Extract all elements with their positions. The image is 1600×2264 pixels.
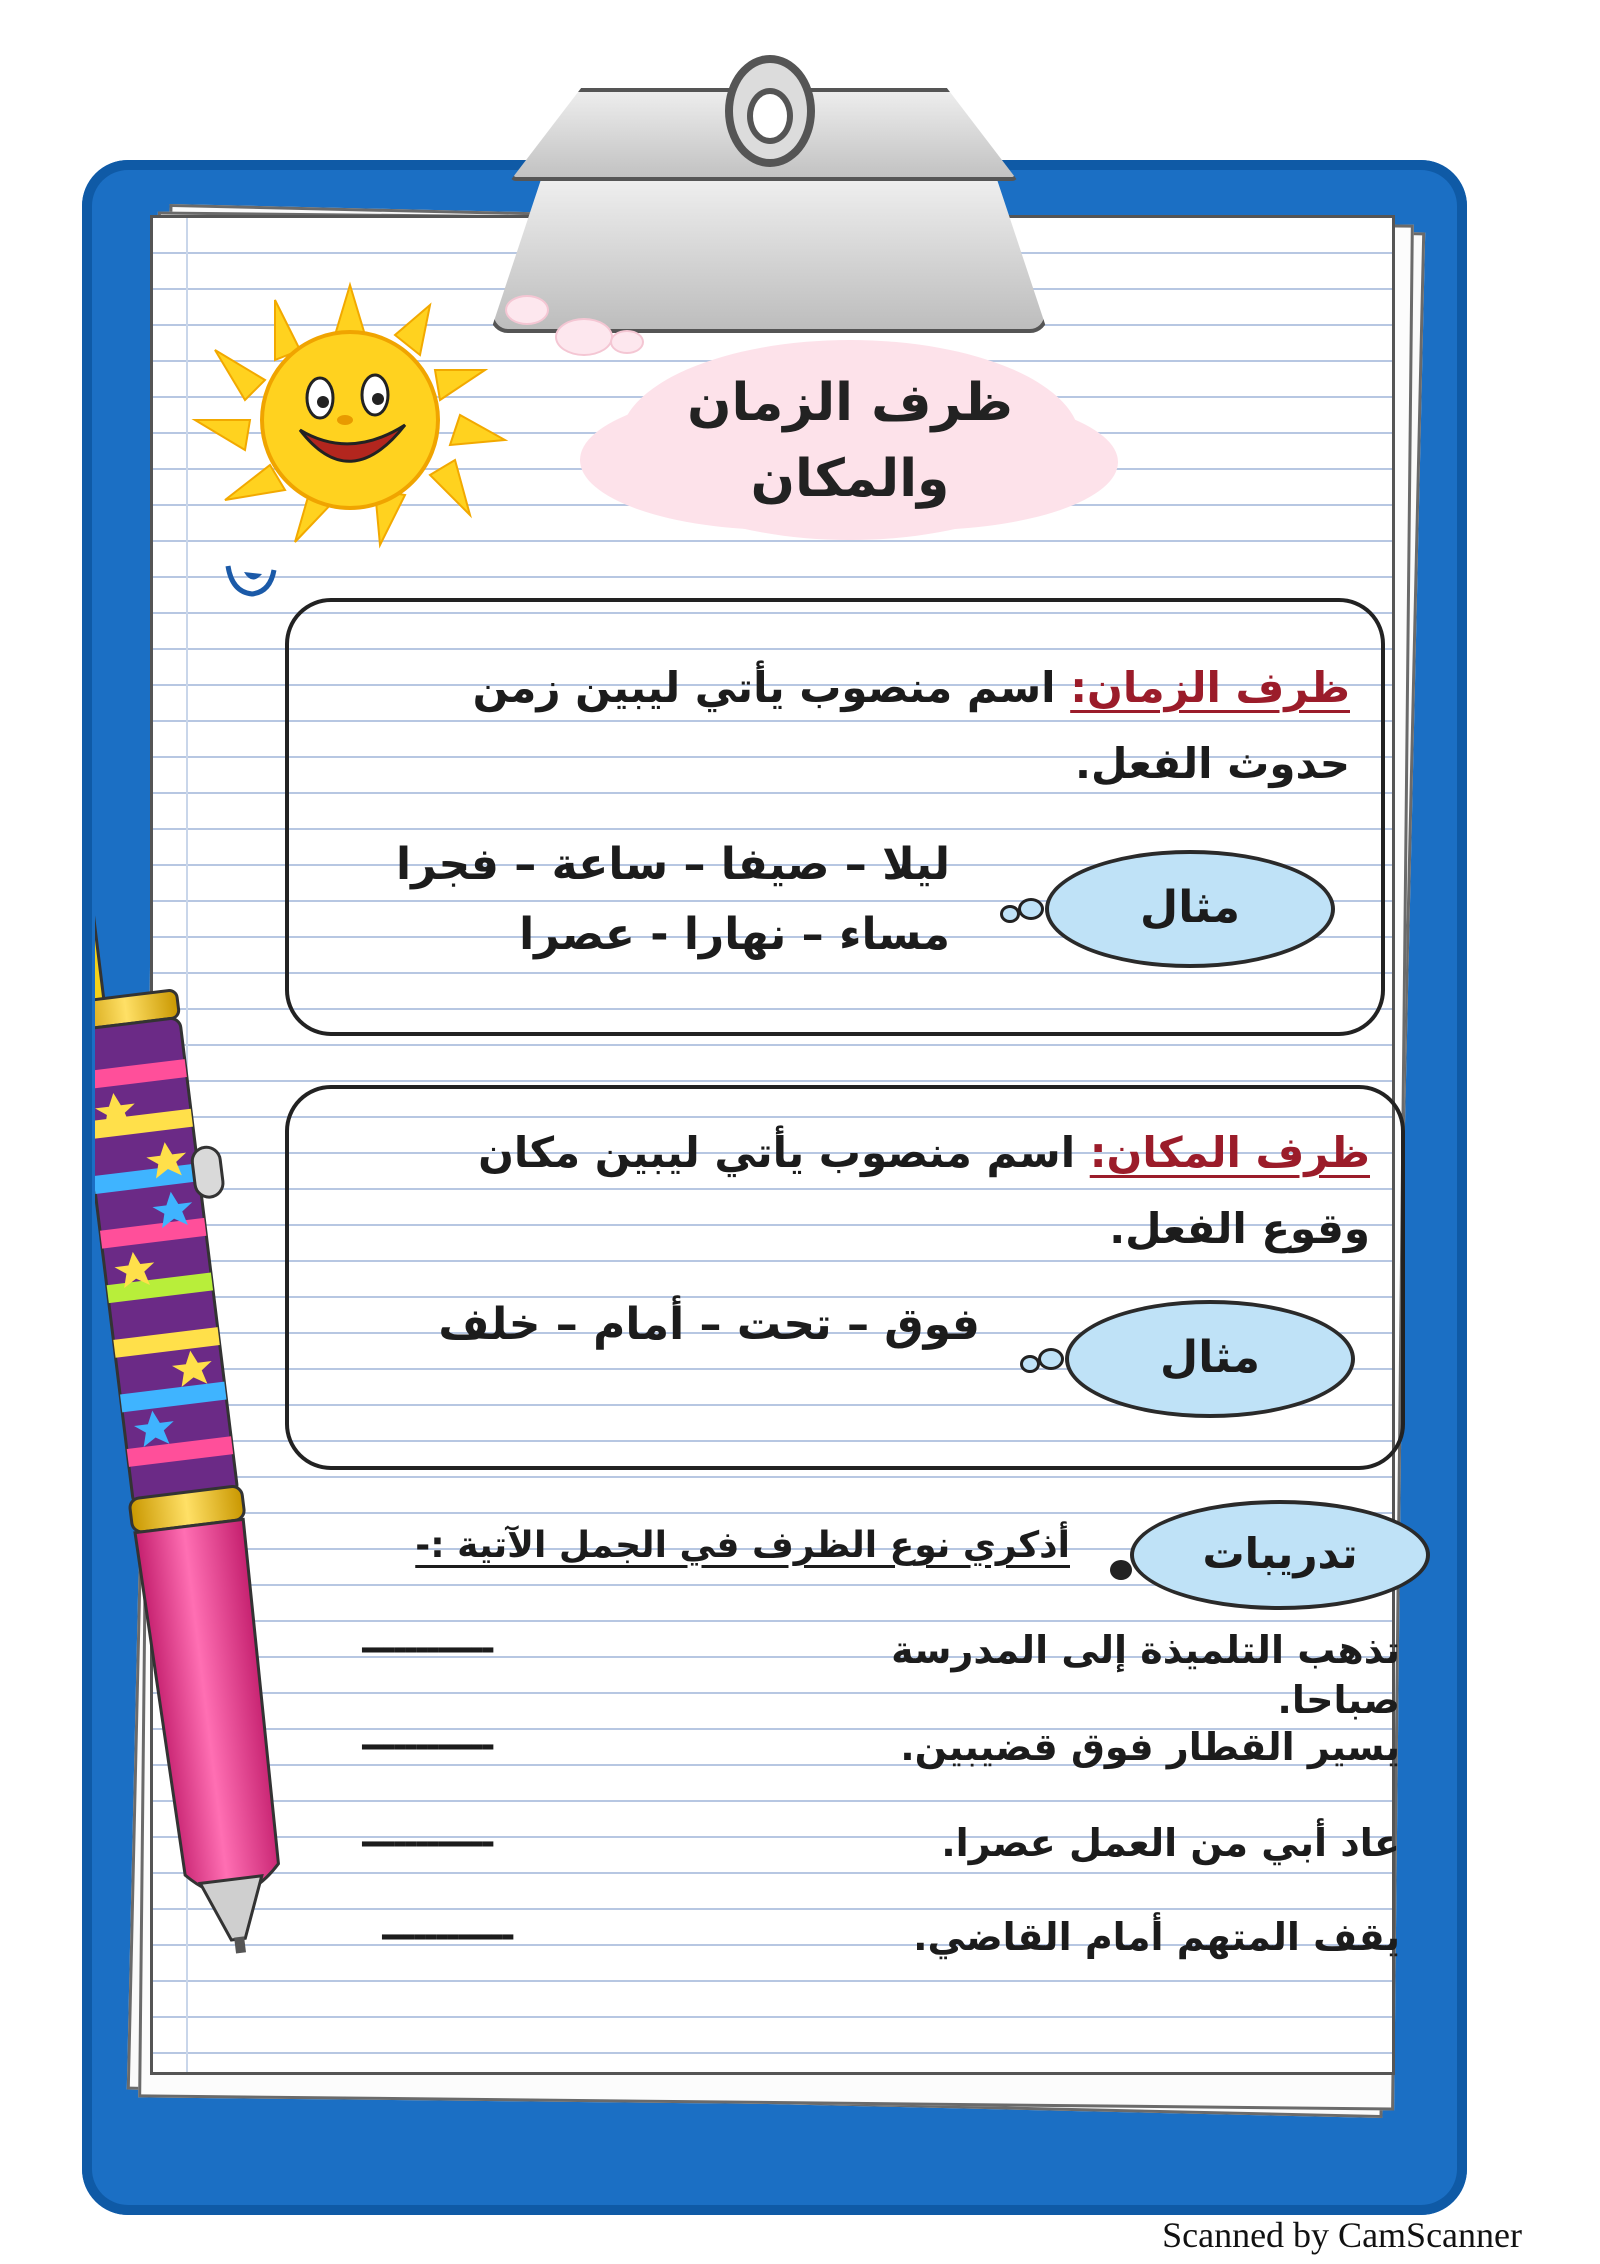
example-cloud-tail bbox=[1018, 898, 1044, 920]
place-adverb-term: ظرف المكان: bbox=[1089, 1128, 1370, 1177]
pen-icon bbox=[95, 880, 305, 1990]
time-adverb-term: ظرف الزمان: bbox=[1070, 663, 1350, 712]
scanner-watermark: Scanned by CamScanner bbox=[1162, 2215, 1522, 2255]
place-adverb-examples: فوق – تحت – أمام – خلف bbox=[438, 1299, 980, 1350]
time-examples-line-2: مساء – نهارا - عصرا bbox=[519, 909, 950, 960]
title-cloud-puff bbox=[505, 295, 549, 325]
exercise-answer-blank-4[interactable]: ------------ bbox=[380, 1915, 512, 1956]
time-adverb-examples bbox=[330, 830, 950, 970]
time-adverb-definition bbox=[330, 650, 1350, 802]
time-example-label-cloud: مثال bbox=[1045, 850, 1335, 968]
time-adverb-definition-line-1: اسم منصوب يأتي ليبين زمن bbox=[472, 663, 1071, 712]
exercise-sentence-3: عاد أبي من العمل عصرا. bbox=[941, 1821, 1400, 1865]
example-cloud-tail bbox=[1020, 1355, 1040, 1373]
title-line-2: والمكان bbox=[750, 449, 950, 509]
exercises-label-cloud: تدريبات bbox=[1130, 1500, 1430, 1610]
exercises-cloud-tail bbox=[1110, 1560, 1132, 1580]
clipboard-clip-plate bbox=[490, 165, 1048, 333]
place-adverb-definition-line-1: اسم منصوب يأتي ليبين مكان bbox=[478, 1128, 1090, 1177]
example-cloud-tail bbox=[1038, 1348, 1064, 1370]
exercises-instruction: أذكري نوع الظرف في الجمل الآتية :- bbox=[415, 1525, 1070, 1566]
exercise-sentence-2: يسير القطار فوق قضيبين. bbox=[900, 1725, 1400, 1769]
exercise-answer-blank-1[interactable]: ------------ bbox=[360, 1628, 492, 1669]
title-line-1: ظرف الزمان bbox=[687, 373, 1013, 433]
time-examples-line-1: ليلا – صيفا – ساعة – فجرا bbox=[396, 839, 950, 890]
place-adverb-definition-line-2: وقوع الفعل. bbox=[1109, 1204, 1370, 1253]
title-cloud-puff bbox=[555, 318, 613, 356]
place-adverb-definition bbox=[330, 1115, 1370, 1267]
exercise-sentence-4: يقف المتهم أمام القاضي. bbox=[913, 1915, 1400, 1959]
smiling-sun-icon bbox=[185, 280, 515, 550]
exercise-answer-blank-3[interactable]: ------------ bbox=[360, 1822, 492, 1863]
water-drop-icon bbox=[222, 560, 282, 600]
place-example-label-cloud: مثال bbox=[1065, 1300, 1355, 1418]
exercise-sentence-1: تذهب التلميذة إلى المدرسة صباحا. bbox=[891, 1628, 1400, 1722]
title-cloud-puff bbox=[610, 330, 644, 354]
clipboard-clip-hole bbox=[747, 88, 793, 144]
example-cloud-tail bbox=[1000, 905, 1020, 923]
exercise-answer-blank-2[interactable]: ------------ bbox=[360, 1725, 492, 1766]
page-title bbox=[650, 365, 1050, 517]
time-adverb-definition-line-2: حدوث الفعل. bbox=[1074, 739, 1350, 788]
